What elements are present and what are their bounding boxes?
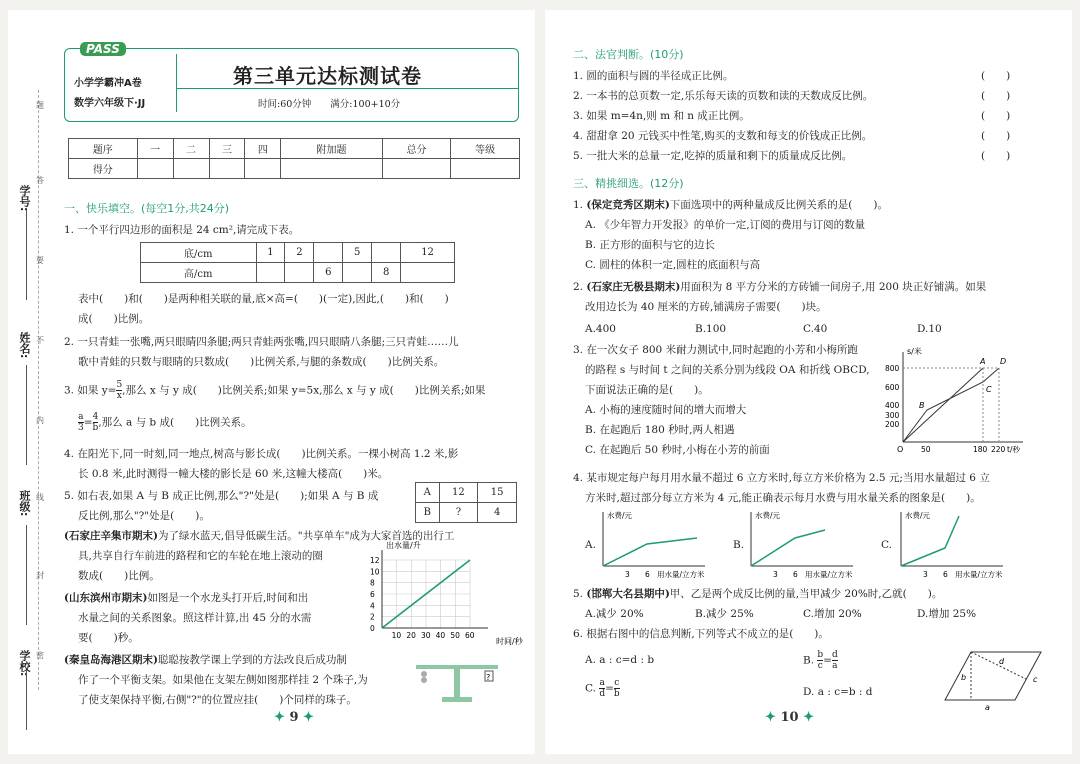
fill-line [26, 670, 27, 730]
grade-label: 数学六年级下·JJ [74, 98, 146, 109]
leaf-icon: ✦ [303, 710, 314, 725]
source-tag: (石家庄辛集市期末) [64, 530, 158, 542]
student-id-label: 学号: [18, 185, 31, 212]
numerator: a [599, 678, 605, 688]
q8-line1 [64, 650, 347, 670]
data-line [603, 538, 697, 566]
balance-beam [416, 665, 498, 669]
c3-line1: 3. 在一次女子 800 米耐力测试中,同时起跑的小芳和小梅所跑 [573, 344, 858, 356]
leaf-icon: ✦ [803, 710, 814, 725]
text: B. [803, 654, 815, 667]
score-header: 三 [209, 139, 245, 159]
answer-bracket[interactable]: ( ) [981, 150, 1011, 162]
q8-line3: 了使支架保持平衡,右侧"?"的位置应挂( )个同样的珠子。 [78, 694, 357, 706]
section-2-heading: 二、法官判断。(10分) [573, 48, 684, 61]
cell: A [416, 483, 440, 503]
cell[interactable] [343, 263, 372, 283]
page-number [274, 710, 314, 725]
q3-line2: $\frac{a}{3}$ = $\frac{4}{b}$ ,那么 a 与 b 成( )比例关系。 [78, 412, 252, 433]
option[interactable]: A. a : c=d : b [585, 654, 655, 666]
y-tick-labels [370, 556, 380, 633]
x-tick: 60 [465, 631, 475, 640]
q5-line1: 5. 如右表,如果 A 与 B 成正比例,那么"?"处是( );如果 A 与 B 成 [64, 490, 379, 502]
fraction [78, 412, 84, 433]
text: ,那么 a 与 b 成( )比例关系。 [98, 416, 252, 429]
seal-char: 答 [36, 176, 44, 185]
judge-item: 4. 甜甜拿 20 元钱买中性笔,购买的支数和每支的价钱成正比例。 [573, 130, 873, 142]
answer-bracket[interactable]: ( ) [981, 130, 1011, 142]
balance-base [442, 697, 472, 702]
right-page [545, 10, 1072, 754]
seal-char: 线 [36, 493, 44, 502]
fill-line [26, 210, 27, 300]
cell[interactable] [372, 243, 401, 263]
score-table [68, 138, 520, 179]
table-row [69, 139, 520, 159]
score-cell[interactable] [382, 159, 451, 179]
x-tick: 50 [921, 445, 931, 454]
cell: 4 [478, 503, 517, 523]
source-tag: (石家庄无极县期末) [586, 281, 681, 293]
q7-line1 [64, 588, 308, 608]
x-axis-label: 用水量/立方米 [805, 570, 853, 579]
page-title: 第三单元达标测试卷 [233, 64, 422, 88]
judge-item: 2. 一本书的总页数一定,乐乐每天读的页数和读的天数成反比例。 [573, 90, 874, 102]
y-axis-label: 水费/元 [607, 511, 633, 520]
cell: 8 [372, 263, 401, 283]
seal-char: 封 [36, 571, 44, 580]
leaf-icon: ✦ [765, 710, 776, 725]
c4-line2: 方米时,超过部分每立方米为 4 元,能正确表示每月水费与用水量关系的图象是( )。 [585, 492, 981, 504]
numerator: 5 [116, 380, 123, 390]
score-cell[interactable] [451, 159, 520, 179]
y-tick: 300 [885, 411, 900, 420]
cell: ? [439, 503, 478, 523]
option[interactable]: C. 在起跑后 50 秒时,小梅在小芳的前面 [585, 444, 770, 456]
c5-question: 5. (邯郸大名县期中)甲、乙是两个成反比例的量,当甲减少 20%时,乙就( )。 [573, 588, 943, 600]
c3-line3: 下面说法正确的是( )。 [585, 384, 709, 396]
balance-post [454, 669, 460, 697]
table-row [416, 503, 517, 523]
y-tick: 12 [370, 556, 380, 565]
school-label: 学校: [18, 650, 31, 677]
score-cell[interactable] [281, 159, 382, 179]
y-axis-label: s/米 [907, 347, 922, 356]
page-number-text: 10 [780, 710, 799, 725]
answer-bracket[interactable]: ( ) [981, 70, 1011, 82]
series-name: 小学学霸冲A卷 [74, 78, 142, 89]
section-3-heading: 三、精挑细选。(12分) [573, 177, 684, 190]
numerator: b [817, 650, 824, 660]
score-label: 得分 [69, 159, 138, 179]
seal-char: 要 [36, 256, 44, 265]
y-tick: 2 [370, 612, 375, 622]
x-tick: 3 [625, 570, 630, 579]
cell[interactable] [401, 263, 455, 283]
c3-line2: 的路程 s 与时间 t 之间的关系分别为线段 OA 和折线 OBCD, [585, 364, 870, 376]
x-axis-label: 用水量/立方米 [955, 570, 1003, 579]
option[interactable]: B. 正方形的面积与它的边长 [585, 239, 715, 251]
line-oa [903, 368, 983, 442]
label-b: b [961, 673, 967, 682]
score-header: 四 [245, 139, 281, 159]
seal-char: 内 [36, 416, 44, 425]
score-header: 一 [137, 139, 173, 159]
parallelogram [945, 652, 1041, 700]
numerator: c [614, 678, 620, 688]
point-label: B [919, 401, 925, 410]
point-label: D [1000, 357, 1007, 366]
q6-line2: 具,共享自行车前进的路程和它的车轮在地上滚动的圈 [78, 550, 323, 562]
cell: 2 [285, 243, 314, 263]
q1-line3: 成( )比例。 [78, 313, 150, 325]
score-cell[interactable] [209, 159, 245, 179]
x-axis-label: t/秒 [1007, 445, 1020, 454]
cell: 高/cm [141, 263, 257, 283]
judge-item: 5. 一批大米的总量一定,吃掉的质量和剩下的质量成反比例。 [573, 150, 853, 162]
y-tick: 10 [370, 567, 380, 577]
water-flow-chart [360, 538, 530, 650]
exam-info: 时间:60分钟 满分:100+10分 [258, 99, 401, 110]
answer-bracket[interactable]: ( ) [981, 90, 1011, 102]
option[interactable]: A.减少 20% [585, 608, 644, 620]
label-c: c [1033, 675, 1038, 684]
cell: 底/cm [141, 243, 257, 263]
section-1-heading: 一、快乐填空。(每空1分,共24分) [64, 202, 230, 215]
x-tick: 50 [450, 631, 460, 640]
denominator: b [92, 423, 99, 433]
q2-line1: 2. 一只青蛙一张嘴,两只眼睛四条腿;两只青蛙两张嘴,四只眼睛八条腿;三只青蛙……儿 [64, 336, 459, 348]
y-tick: 6 [370, 590, 375, 599]
cell[interactable] [256, 263, 285, 283]
denominator: d [599, 689, 606, 699]
option[interactable]: A. 《少年智力开发报》的单价一定,订阅的费用与订阅的数量 [585, 219, 866, 231]
point-label: C [986, 385, 992, 394]
leaf-icon: ✦ [274, 710, 285, 725]
bead [421, 677, 427, 683]
score-cell[interactable] [137, 159, 173, 179]
seal-char: 不 [36, 336, 44, 345]
denominator: b [613, 689, 620, 699]
option[interactable]: B.100 [695, 323, 727, 335]
point-label: A [980, 357, 986, 366]
question-mark: ? [486, 673, 491, 682]
graph-b [745, 508, 865, 582]
fill-line [26, 365, 27, 465]
q1-text: 1. 一个平行四边形的面积是 24 cm²,请完成下表。 [64, 224, 300, 236]
text: C. [585, 682, 596, 695]
pass-logo: PASS [80, 42, 126, 56]
y-tick: 600 [885, 383, 900, 392]
cell: 12 [401, 243, 455, 263]
y-tick: 800 [885, 364, 900, 373]
y-axis-label: 水费/元 [905, 511, 931, 520]
option[interactable]: C. 圆柱的体积一定,圆柱的底面积与高 [585, 259, 761, 271]
denominator: a [832, 661, 838, 671]
q3-line1 [64, 380, 485, 401]
x-tick: 6 [645, 570, 650, 579]
x-tick: O [897, 445, 904, 454]
option[interactable]: D. a : c=b : d [803, 686, 873, 698]
judge-item: 1. 圆的面积与圆的半径成正比例。 [573, 70, 734, 82]
table-row [141, 263, 455, 283]
source-tag: (保定竞秀区期末) [586, 199, 670, 211]
data-line [751, 530, 825, 566]
numerator: a [78, 412, 84, 422]
c2-line2: 改用边长为 40 厘米的方砖,铺满房子需要( )块。 [585, 301, 827, 313]
c1-question: 1. (保定竞秀区期末)下面选项中的两种量成反比例关系的是( )。 [573, 199, 888, 211]
text: 下面选项中的两种量成反比例关系的是( )。 [669, 199, 888, 211]
score-cell[interactable] [173, 159, 209, 179]
denominator: x [116, 391, 122, 401]
table-row [416, 483, 517, 503]
name-label: 姓名: [18, 332, 31, 359]
text: 为了绿水蓝天,倡导低碳生活。"共享单车"成为大家首选的出行工 [157, 530, 455, 542]
c4-line1: 4. 某市规定每户每月用水量不超过 6 立方米时,每立方米价格为 2.5 元;当用水量超过 6 立 [573, 472, 990, 484]
page-number-text: 9 [289, 710, 299, 725]
q7-line2: 水量之间的关系图象。照这样计算,出 45 分的水需 [78, 612, 312, 624]
label-d: d [999, 657, 1005, 666]
text: ,那么 x 与 y 成( )比例关系;如果 y=5x,那么 x 与 y 成( )比例关系;如果 [122, 384, 486, 397]
q7-line3: 要( )秒。 [78, 632, 139, 644]
option[interactable]: A.400 [585, 323, 616, 335]
y-tick: 4 [370, 601, 375, 611]
q2-line2: 歌中青蛙的只数与眼睛的只数成( )比例关系,与腿的条数成( )比例关系。 [78, 356, 445, 368]
cell: 5 [343, 243, 372, 263]
page-number [765, 710, 814, 725]
chart-title: 出水量/升 [386, 541, 421, 550]
text: 3. 如果 y= [64, 384, 117, 397]
x-tick-labels [392, 631, 475, 640]
x-tick: 6 [943, 570, 948, 579]
x-tick: 20 [406, 631, 416, 640]
judge-item: 3. 如果 m=4n,则 m 和 n 成正比例。 [573, 110, 750, 122]
option[interactable]: B. 在起跑后 180 秒时,两人相遇 [585, 424, 735, 436]
numerator: 4 [92, 412, 99, 422]
parallelogram-figure [937, 642, 1049, 712]
source-tag: (山东滨州市期末) [64, 592, 148, 604]
q1-line2: 表中( )和( )是两种相关联的量,底×高=( )(一定),因此,( )和( ) [78, 293, 449, 305]
x-tick: 30 [421, 631, 431, 640]
y-tick: 0 [370, 624, 375, 633]
cell: 15 [478, 483, 517, 503]
graph-a [597, 508, 717, 582]
denominator: 3 [78, 423, 84, 433]
x-tick: 220 [991, 445, 1006, 454]
cell[interactable] [314, 243, 343, 263]
text: 甲、乙是两个成反比例的量,当甲减少 20%时,乙就( )。 [669, 588, 943, 600]
text: 聪聪按教学课上学到的方法改良后成功制 [157, 654, 347, 666]
c6-question: 6. 根据右图中的信息判断,下列等式不成立的是( )。 [573, 628, 829, 640]
score-header: 等级 [451, 139, 520, 159]
fill-line [26, 525, 27, 625]
x-tick: 40 [435, 631, 446, 640]
q1-table [140, 242, 455, 283]
score-header: 附加题 [281, 139, 382, 159]
q4-line2: 长 0.8 米,此时测得一幢大楼的影长是 60 米,这幢大楼高( )米。 [78, 468, 389, 480]
source-tag: (邯郸大名县期中) [586, 588, 670, 600]
score-header: 二 [173, 139, 209, 159]
denominator: c [817, 661, 823, 671]
cell: 1 [256, 243, 285, 263]
answer-bracket[interactable]: ( ) [981, 110, 1011, 122]
y-tick: 8 [370, 578, 375, 588]
fraction [599, 678, 605, 699]
option[interactable]: C. [881, 539, 892, 551]
q8-line2: 作了一个平衡支架。如果他在支架左侧如图那样挂 2 个珠子,为 [78, 674, 368, 686]
header-divider [176, 54, 177, 112]
fraction [614, 678, 620, 699]
text: 用面积为 8 平方分米的方砖铺一间房子,用 200 块正好铺满。如果 [680, 281, 987, 293]
fraction [817, 650, 823, 671]
option[interactable]: C.增加 20% [803, 608, 862, 620]
x-axis-label: 用水量/立方米 [657, 570, 705, 579]
q6-line3: 数成( )比例。 [78, 570, 160, 582]
cell: 6 [314, 263, 343, 283]
option[interactable]: D.增加 25% [917, 608, 977, 620]
x-tick: 10 [391, 631, 402, 640]
option[interactable]: A. 小梅的速度随时间的增大而增大 [585, 404, 747, 416]
class-label: 班级: [18, 490, 31, 517]
cell: B [416, 503, 440, 523]
option[interactable]: C.40 [803, 323, 828, 335]
data-line [901, 516, 959, 566]
race-chart [883, 344, 1033, 454]
balance-figure [414, 656, 500, 706]
option[interactable]: B.减少 25% [695, 608, 754, 620]
table-row [69, 159, 520, 179]
table-row [141, 243, 455, 263]
score-header: 题序 [69, 139, 138, 159]
y-tick: 400 [885, 401, 900, 410]
option[interactable]: C. $\frac{a}{d}$ = $\frac{c}{b}$ [585, 678, 620, 699]
fraction [832, 650, 838, 671]
x-tick: 6 [793, 570, 798, 579]
cell[interactable] [285, 263, 314, 283]
bead [421, 671, 427, 677]
x-tick: 3 [773, 570, 778, 579]
x-tick: 3 [923, 570, 928, 579]
q5-line2: 反比例,那么"?"处是( )。 [78, 510, 210, 522]
c2-line1: 2. (石家庄无极县期末)用面积为 8 平方分米的方砖铺一间房子,用 200 块正好铺满。如果 [573, 281, 987, 293]
cell: 12 [439, 483, 478, 503]
option[interactable]: B. $\frac{b}{c}$ = $\frac{d}{a}$ [803, 650, 838, 671]
q5-table [415, 482, 517, 523]
q4-line1: 4. 在阳光下,同一时刻,同一地点,树高与影长成( )比例关系。一棵小树高 1.2 米,影 [64, 448, 459, 460]
option[interactable]: D.10 [917, 323, 942, 335]
seal-char: 密 [36, 651, 44, 660]
seal-char: 题 [36, 101, 44, 110]
source-tag: (秦皇岛海港区期末) [64, 654, 158, 666]
numerator: d [831, 650, 838, 660]
score-header: 总分 [382, 139, 451, 159]
y-tick: 200 [885, 420, 900, 429]
y-axis-label: 水费/元 [755, 511, 781, 520]
x-tick: 180 [973, 445, 988, 454]
text: 如图是一个水龙头打开后,时间和出 [147, 592, 309, 604]
x-axis-label: 时间/秒 [496, 637, 523, 646]
line-obcd [903, 368, 999, 442]
graph-c [895, 508, 1015, 582]
score-cell[interactable] [245, 159, 281, 179]
label-a: a [985, 703, 990, 712]
option[interactable]: B. [733, 539, 745, 551]
left-page [8, 10, 535, 754]
option[interactable]: A. [585, 539, 596, 551]
